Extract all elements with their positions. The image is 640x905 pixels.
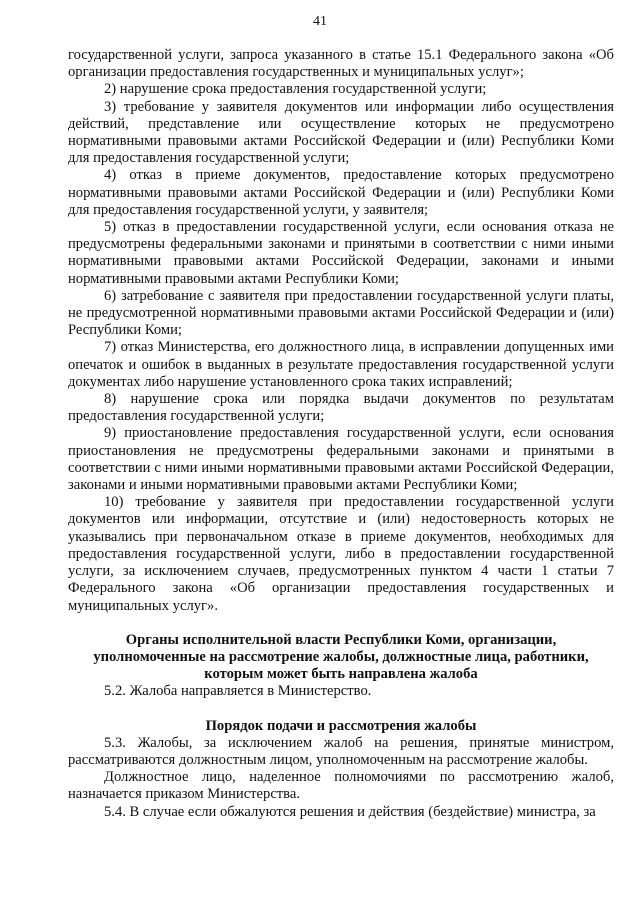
page-number: 41 [313,14,327,29]
paragraph-5-3: 5.3. Жалобы, за исключением жалоб на решения, принятые министром, рассматриваются должностным лицом, уполномоченным на рассмотрение жалобы. [68,734,614,768]
document-body [68,47,614,821]
list-item-4: 4) отказ в приеме документов, предоставление которых предусмотрено нормативными правовыми актами Российской Федерации и (или) Республики Коми для предоставления государственной услуги, у заявителя; [68,167,614,218]
list-item-6: 6) затребование с заявителя при предоставлении государственной услуги платы, не предусмотренной нормативными правовыми актами Российской Федерации и (или) Республики Коми; [68,287,614,339]
list-item-7: 7) отказ Министерства, его должностного лица, в исправлении допущенных ими опечаток и ошибок в выданных в результате предоставления государственной услуги документах либо нарушение установленного срока таких исправлений; [68,339,614,390]
paragraph-official: Должностное лицо, наделенное полномочиями по рассмотрению жалоб, назначается приказом Министерства. [68,769,614,803]
paragraph-continuation: государственной услуги, запроса указанного в статье 15.1 Федерального закона «Об организации предоставления государственных и муниципальных услуг»; [68,47,614,81]
paragraph-5-2: 5.2. Жалоба направляется в Министерство. [104,683,372,700]
section-heading-bodies: Органы исполнительной власти Республики Коми, организации, уполномоченные на рассмотрение жалобы, должностные лица, работники, которым может быть направлена жалоба [93,631,589,683]
list-item-9: 9) приостановление предоставления государственной услуги, если основания приостановления не предусмотрены федеральными законами и принятыми в соответствии с ними иными нормативными правовыми актами Российской Федерации, законами и иными нормативными правовыми актами Республики Коми; [68,425,614,494]
list-item-3: 3) требование у заявителя документов или информации либо осуществления действий, представление или осуществление которых не предусмотрено нормативными правовыми актами Российской Федерации и (или) Республики Коми для предоставления государственной услуги; [68,98,614,167]
paragraph-5-4: 5.4. В случае если обжалуются решения и действия (бездействие) министра, за [104,803,596,820]
list-item-2: 2) нарушение срока предоставления государственной услуги; [104,81,487,98]
section-heading-procedure: Порядок подачи и рассмотрения жалобы [205,717,477,734]
list-item-5: 5) отказ в предоставлении государственной услуги, если основания отказа не предусмотрены федеральными законами и принятыми в соответствии с ними иными нормативными правовыми актами Российской Федерации, законами и иными нормативными правовыми актами Республики Коми; [68,219,614,287]
list-item-10: 10) требование у заявителя при предоставлении государственной услуги документов или информации, отсутствие и (или) недостоверность которых не указывались при первоначальном отказе в приеме документов, необходимых для предоставления государственной услуги, либо в предоставлении государственной услуги, за исключением случаев, предусмотренных пунктом 4 части 1 статьи 7 Федерального закона «Об организации предоставления государственных и муниципальных услуг». [68,494,614,614]
list-item-8: 8) нарушение срока или порядка выдачи документов по результатам предоставления государственной услуги; [68,391,614,425]
